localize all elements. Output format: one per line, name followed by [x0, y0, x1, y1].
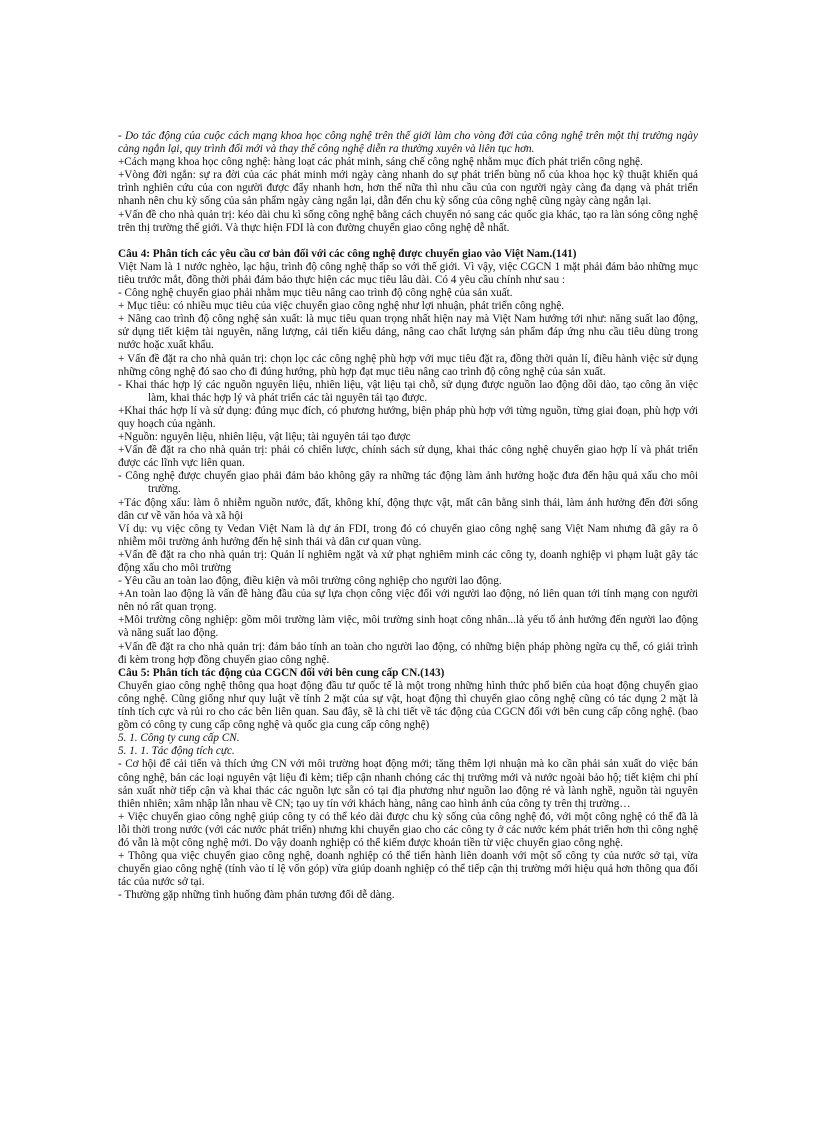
paragraph: + Mục tiêu: có nhiều mục tiêu của việc chuyển giao công nghệ như lợi nhuận, phát triển công nghệ. [118, 300, 565, 313]
section-heading: Câu 4: Phân tích các yêu cầu cơ bản đối với các công nghệ được chuyển giao vào Việt Nam.(141) [118, 247, 577, 260]
paragraph: + Nâng cao trình độ công nghệ sản xuất: là mục tiêu quan trọng nhất hiện nay mà Việt Nam hướng tới như: năng suất lao động, sử dụng tiết kiệm tài nguyên, năng lượng, cải tiến kiểu dáng, nâng cao chất lượng sản phẩm đáp ứng nhu cầu tiêu dùng trong nước hoặc xuất khẩu. [118, 313, 698, 352]
paragraph: +Tác động xấu: làm ô nhiễm nguồn nước, đất, không khí, động thực vật, mất cân bằng sinh thái, làm ảnh hưởng đến đời sống dân cư về văn hóa và xã hội [118, 496, 698, 522]
paragraph: +Cách mạng khoa học công nghệ: hàng loạt các phát minh, sáng chế công nghệ nhằm mục đích phát triển công nghệ. [118, 156, 643, 169]
paragraph: +Vấn đề cho nhà quản trị: kéo dài chu kì sống công nghệ bằng cách chuyển nó sang các quốc gia khác, tạo ra làn sóng công nghệ trên thị trường thế giới. Và thực hiện FDI là con đường chuyển giao công nghệ dễ nhất. [118, 208, 698, 234]
paragraph: - Do tác động của cuộc cách mạng khoa học công nghệ trên thế giới làm cho vòng đời của công nghệ trên một thị trường ngày càng ngắn lại, quy trình đổi mới và thay thế công nghệ diễn ra thường xuyên và liên tục hơn. [118, 130, 698, 156]
paragraph: +Vấn đề đặt ra cho nhà quản trị: phải có chiến lược, chính sách sử dụng, khai thác công nghệ chuyển giao hợp lí và phát triển được các lĩnh vực liên quan. [118, 444, 698, 470]
paragraph: 5. 1. 1. Tác động tích cực. [118, 745, 235, 758]
paragraph: +Vấn đề đặt ra cho nhà quản trị: đảm bảo tính an toàn cho người lao động, có những biện pháp phòng ngừa cụ thể, có giải trình đi kèm trong hợp đồng chuyển giao công nghệ. [118, 640, 698, 666]
paragraph: Việt Nam là 1 nước nghèo, lạc hậu, trình độ công nghệ thấp so với thế giới. Vì vậy, việc CGCN 1 mặt phải đảm bảo những mục tiêu trước mắt, đồng thời phải đảm bảo thực hiện các mục tiêu lâu dài. Có 4 yêu cầu chính như sau : [118, 260, 698, 286]
paragraph: Chuyển giao công nghệ thông qua hoạt động đầu tư quốc tế là một trong những hình thức phổ biến của hoạt động chuyển giao công nghệ. Cũng giống như quy luật về tính 2 mặt của sự vật, hoạt động thì chuyển giao công nghệ cũng có tác dụng 2 mặt là tính tích cực và rủi ro cho các bên liên quan. Sau đây, sẽ là chi tiết về tác động của CGCN đối với bên cung cấp công nghệ. (bao gồm có công ty cung cấp công nghệ và quốc gia cung cấp công nghệ) [118, 679, 698, 732]
paragraph: - Khai thác hợp lý các nguồn nguyên liệu, nhiên liệu, vật liệu tại chỗ, sử dụng được nguồn lao động dồi dào, tạo công ăn việc làm, khai thác hợp lý và phát triển các tài nguyên tái tạo được. [118, 378, 698, 404]
blank-line [118, 235, 698, 248]
paragraph: - Công nghệ chuyển giao phải nhằm mục tiêu nâng cao trình độ công nghệ của sản xuất. [118, 287, 513, 300]
document-page [118, 130, 698, 902]
paragraph: Ví dụ: vụ việc công ty Vedan Việt Nam là dự án FDI, trong đó có chuyển giao công nghệ sang Việt Nam nhưng đã gây ra ô nhiễm môi trường ảnh hưởng đến hệ sinh thái và dân cư quan vùng. [118, 522, 698, 548]
paragraph: - Công nghệ được chuyển giao phải đảm bảo không gây ra những tác động làm ảnh hưởng hoặc đưa đến hậu quả xấu cho môi trường. [118, 470, 698, 496]
paragraph: +Vòng đời ngắn: sự ra đời của các phát minh mới ngày càng nhanh do sự phát triển bùng nổ của khoa học kỹ thuật khiến quá trình nghiên cứu của con người được đẩy nhanh hơn, hơn thế nữa thì nhu cầu của con người ngày càng đa dạng và phát triển nhanh nên chu kỳ sống của sản phẩm ngày càng ngắn lại, dẫn đến chu kỳ sống của công nghệ cũng ngày càng ngắn lại. [118, 169, 698, 208]
paragraph: + Việc chuyển giao công nghệ giúp công ty có thể kéo dài được chu kỳ sống của công nghệ đó, với một công nghệ có thể đã là lỗi thời trong nước (với các nước phát triển) nhưng khi chuyển giao cho các công ty ở các nước kém phát triển hơn thì công nghệ đó vẫn là một công nghệ mới. Do vậy doanh nghiệp có thể kiếm được khoản tiền từ việc chuyển giao công nghệ. [118, 810, 698, 849]
paragraph: +Khai thác hợp lí và sử dụng: đúng mục đích, có phương hướng, biện pháp phù hợp với từng nguồn, từng giai đoạn, phù hợp với quy hoạch của ngành. [118, 404, 698, 430]
paragraph: +Môi trường công nghiệp: gồm môi trường làm việc, môi trường sinh hoạt công nhân...là yếu tố ảnh hưởng đến người lao động và năng suất lao động. [118, 614, 698, 640]
paragraph: - Cơ hội để cải tiến và thích ứng CN với môi trường hoạt động mới; tăng thêm lợi nhuận mà ko cần phải sản xuất do việc bán công nghệ, bán các loại nguyên vật liệu đi kèm; tiếp cận nhanh chóng các thị trường mới và nước ngoài bảo hộ; tiết kiệm chi phí sản xuất nhờ tiếp cận và khai thác các nguồn lực sẵn có tại địa phương như nguồn lao động rẻ và lành nghề, nguồn tài nguyên thiên nhiên; xâm nhập lẫn nhau về CN; tạo uy tín với khách hàng, nâng cao hình ảnh của công ty trên thị trường… [118, 758, 698, 810]
section-heading: Câu 5: Phân tích tác động của CGCN đối với bên cung cấp CN.(143) [118, 666, 445, 679]
paragraph: 5. 1. Công ty cung cấp CN. [118, 732, 240, 745]
paragraph: + Thông qua việc chuyển giao công nghệ, doanh nghiệp có thể tiến hành liên doanh với một số công ty của nước sở tại, vừa chuyển giao công nghệ (tính vào tỉ lệ vốn góp) vừa giúp doanh nghiệp có thể tiếp cận thị trường mới hiệu quả hơn thông qua đối tác của nước sở tại. [118, 850, 698, 889]
paragraph: +Vấn đề đặt ra cho nhà quản trị: Quản lí nghiêm ngặt và xử phạt nghiêm minh các công ty, doanh nghiệp vi phạm luật gây tác động xấu cho môi trường [118, 548, 698, 574]
paragraph: - Yêu cầu an toàn lao động, điều kiện và môi trường công nghiệp cho người lao động. [118, 575, 502, 588]
paragraph: +Nguồn: nguyên liệu, nhiên liệu, vật liệu; tài nguyên tái tạo được [118, 431, 411, 444]
paragraph: +An toàn lao động là vấn đề hàng đầu của sự lựa chọn công việc đối với người lao động, nó liên quan tới tính mạng con người nên nó rất quan trọng. [118, 588, 698, 614]
paragraph: - Thường gặp những tình huống đàm phán tương đối dễ dàng. [118, 889, 395, 902]
paragraph: + Vấn đề đặt ra cho nhà quản trị: chọn lọc các công nghệ phù hợp với mục tiêu đặt ra, đồng thời quản lí, điều hành việc sử dụng những công nghệ đó sao cho đi đúng hướng, phù hợp đạt mục tiêu nâng cao trình độ công nghệ của sản xuất. [118, 352, 698, 378]
